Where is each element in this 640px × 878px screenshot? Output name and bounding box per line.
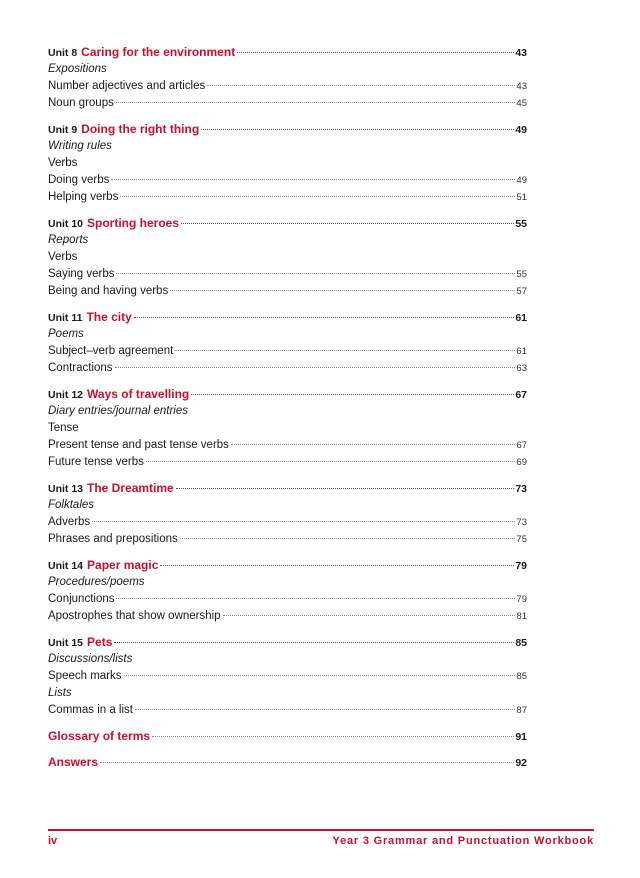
text-type-label: Folktales — [48, 499, 95, 511]
toc-entry[interactable] — [48, 531, 527, 548]
unit-number: Unit 13 — [48, 483, 84, 495]
toc-entry-label: Number adjectives and articles — [48, 80, 206, 92]
text-type-label: Reports — [48, 234, 89, 246]
dot-leader — [223, 615, 516, 616]
dot-leader — [207, 85, 515, 86]
dot-leader — [231, 444, 516, 445]
toc-entry-label: Phrases and prepositions — [48, 533, 178, 545]
toc-entry-label: Apostrophes that show ownership — [48, 610, 221, 622]
unit-section — [48, 215, 527, 300]
dot-leader — [116, 598, 515, 599]
dot-leader — [135, 709, 515, 710]
unit-page-number: 55 — [515, 218, 527, 230]
toc-entry[interactable] — [48, 591, 527, 608]
unit-title: Caring for the environment — [81, 45, 236, 59]
toc-entry[interactable] — [48, 266, 527, 283]
section-title: Answers — [48, 755, 99, 769]
unit-section — [48, 634, 527, 719]
dot-leader — [92, 521, 515, 522]
unit-title: Doing the right thing — [81, 122, 200, 136]
text-type-label: Writing rules — [48, 140, 112, 152]
toc-entry-page: 79 — [516, 594, 527, 605]
unit-heading-label — [48, 309, 132, 327]
footer-book-title: Year 3 Grammar and Punctuation Workbook — [332, 835, 594, 847]
toc-entry-label: Helping verbs — [48, 191, 119, 203]
dot-leader — [134, 317, 515, 318]
toc-entry-page: 69 — [516, 457, 527, 468]
dot-leader — [191, 394, 514, 395]
dot-leader — [181, 223, 514, 224]
unit-section — [48, 386, 527, 471]
toc-entry-page: 49 — [516, 175, 527, 186]
dot-leader — [201, 129, 514, 130]
toc-entry[interactable] — [48, 189, 527, 206]
footer-page-number: iv — [48, 835, 58, 847]
toc-entry[interactable] — [48, 608, 527, 625]
dot-leader — [116, 273, 515, 274]
dot-leader — [152, 736, 514, 737]
dot-leader — [100, 762, 514, 763]
text-type-label: Procedures/poems — [48, 576, 145, 588]
unit-page-number: 43 — [515, 47, 527, 59]
toc-entry-page: 45 — [516, 98, 527, 109]
toc-entry-label: Adverbs — [48, 516, 91, 528]
unit-title: The city — [86, 310, 132, 324]
toc-entry-page: 87 — [516, 705, 527, 716]
toc-entry-page: 81 — [516, 611, 527, 622]
toc-entry-label: Speech marks — [48, 670, 122, 682]
unit-page-number: 85 — [515, 637, 527, 649]
unit-page-number: 67 — [515, 389, 527, 401]
unit-number: Unit 11 — [48, 312, 83, 324]
toc-entry-label: Future tense verbs — [48, 456, 144, 468]
unit-heading-label — [48, 215, 179, 233]
dot-leader — [176, 488, 515, 489]
toc-section-heading[interactable] — [48, 754, 527, 771]
section-page-number: 91 — [515, 731, 527, 743]
unit-number: Unit 10 — [48, 218, 84, 230]
text-type-label: Poems — [48, 328, 84, 340]
toc-entry[interactable] — [48, 283, 527, 300]
unit-section — [48, 309, 527, 377]
unit-title: Paper magic — [87, 558, 159, 572]
toc-entry-page: 55 — [516, 269, 527, 280]
unit-number: Unit 15 — [48, 637, 84, 649]
unit-heading-label — [48, 634, 112, 652]
toc-entry-page: 57 — [516, 286, 527, 297]
unit-heading[interactable] — [48, 480, 527, 497]
dot-leader — [170, 290, 515, 291]
unit-heading-label — [48, 386, 189, 404]
unit-heading[interactable] — [48, 121, 527, 138]
unit-title: The Dreamtime — [87, 481, 174, 495]
toc-entry-page: 67 — [516, 440, 527, 451]
unit-number: Unit 9 — [48, 124, 78, 136]
unit-section — [48, 121, 527, 206]
toc-entry[interactable] — [48, 514, 527, 531]
toc-entry-label: Present tense and past tense verbs — [48, 439, 229, 451]
footer-rule — [48, 829, 594, 831]
unit-number: Unit 8 — [48, 47, 78, 59]
toc-entry-label: Being and having verbs — [48, 285, 169, 297]
dot-leader — [160, 565, 514, 566]
toc-entry[interactable] — [48, 343, 527, 360]
dot-leader — [146, 461, 516, 462]
unit-heading-label — [48, 480, 174, 498]
toc-entry-page: 73 — [516, 517, 527, 528]
dot-leader — [175, 350, 515, 351]
topic-label: Verbs — [48, 157, 78, 169]
unit-page-number: 73 — [515, 483, 527, 495]
topic-label: Verbs — [48, 251, 78, 263]
toc-entry-label: Contractions — [48, 362, 113, 374]
toc-entry-page: 43 — [516, 81, 527, 92]
unit-title: Ways of travelling — [87, 387, 190, 401]
unit-heading[interactable] — [48, 215, 527, 232]
unit-section — [48, 480, 527, 548]
toc-entry[interactable] — [48, 360, 527, 377]
toc-entry[interactable] — [48, 454, 527, 471]
text-type-label: Expositions — [48, 63, 107, 75]
toc-entry[interactable] — [48, 668, 527, 685]
unit-title: Pets — [87, 635, 113, 649]
toc-entry-label: Subject–verb agreement — [48, 345, 174, 357]
toc-entry-label: Noun groups — [48, 97, 114, 109]
toc-entry-page: 61 — [516, 346, 527, 357]
unit-section — [48, 557, 527, 625]
unit-heading[interactable] — [48, 309, 527, 326]
unit-heading-label — [48, 557, 158, 575]
toc-entry-label: Saying verbs — [48, 268, 115, 280]
toc-entry[interactable] — [48, 702, 527, 719]
unit-heading[interactable] — [48, 557, 527, 574]
unit-page-number: 49 — [515, 124, 527, 136]
unit-number: Unit 12 — [48, 389, 84, 401]
dot-leader — [111, 179, 515, 180]
unit-section — [48, 44, 527, 112]
unit-heading[interactable] — [48, 386, 527, 403]
toc-entry-page: 51 — [516, 192, 527, 203]
topic-label: Tense — [48, 422, 79, 434]
toc-entry[interactable] — [48, 95, 527, 112]
text-type-label: Lists — [48, 687, 72, 699]
unit-heading-label — [48, 44, 235, 62]
unit-heading-label — [48, 121, 199, 139]
dot-leader — [114, 642, 514, 643]
toc-section-heading[interactable] — [48, 728, 527, 745]
toc-entry-page: 75 — [516, 534, 527, 545]
text-type-label: Diary entries/journal entries — [48, 405, 188, 417]
unit-number: Unit 14 — [48, 560, 84, 572]
unit-heading[interactable] — [48, 634, 527, 651]
unit-heading[interactable] — [48, 44, 527, 61]
unit-page-number: 61 — [515, 312, 527, 324]
toc-entry-label: Commas in a list — [48, 704, 133, 716]
toc-entry[interactable] — [48, 78, 527, 95]
dot-leader — [180, 538, 516, 539]
section-page-number: 92 — [515, 757, 527, 769]
dot-leader — [120, 196, 515, 197]
table-of-contents — [48, 44, 527, 780]
unit-page-number: 79 — [515, 560, 527, 572]
unit-title: Sporting heroes — [87, 216, 180, 230]
dot-leader — [237, 52, 514, 53]
toc-entry-label: Conjunctions — [48, 593, 115, 605]
dot-leader — [115, 367, 516, 368]
toc-entry[interactable] — [48, 437, 527, 454]
toc-entry-label: Doing verbs — [48, 174, 110, 186]
toc-entry[interactable] — [48, 172, 527, 189]
dot-leader — [124, 675, 516, 676]
toc-entry-page: 85 — [516, 671, 527, 682]
text-type-label: Discussions/lists — [48, 653, 133, 665]
toc-entry-page: 63 — [516, 363, 527, 374]
dot-leader — [116, 102, 516, 103]
section-title: Glossary of terms — [48, 729, 151, 743]
